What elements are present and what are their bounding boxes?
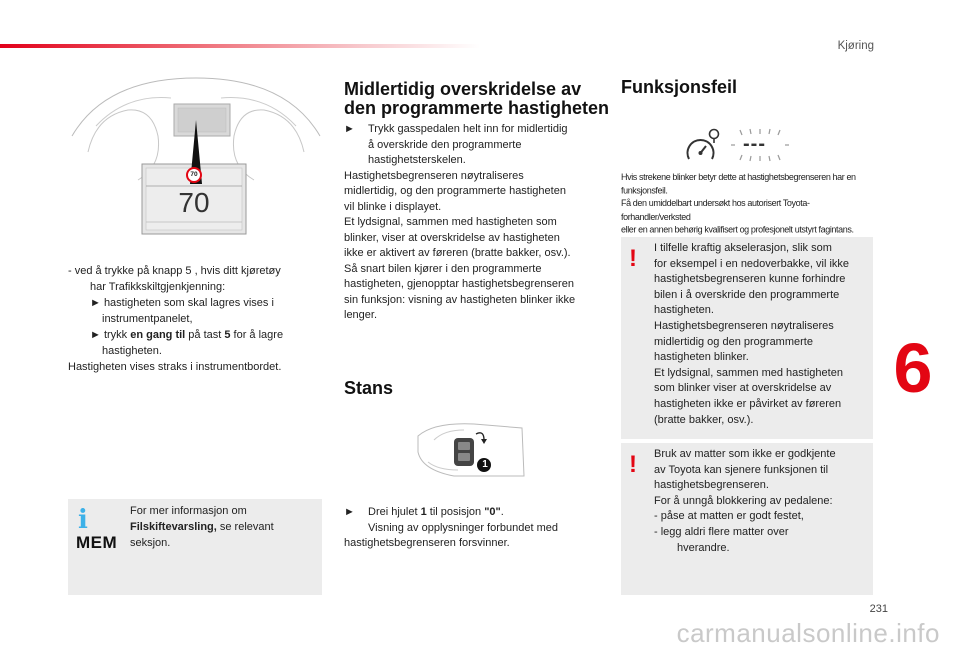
warning-box-mats (621, 443, 873, 595)
stored-speed-display: 70 (178, 187, 210, 218)
override-para-2: midlertidig, og den programmerte hastigheten (344, 185, 566, 197)
warn2-line-1: Bruk av matter som ikke er godkjente (654, 448, 836, 460)
col1-line-4: instrumentpanelet, (102, 313, 193, 325)
override-bullet-2: å overskride den programmerte (368, 138, 522, 151)
warn2-line-2: av Toyota kan sjenere funksjonen til (654, 463, 829, 476)
section-label: Kjøring (837, 40, 874, 52)
warn1-line-12: (bratte bakker, osv.). (654, 413, 754, 426)
blinking-dashes-text: --- (743, 133, 766, 155)
warn1-line-4: bilen i å overskride den programmerte (654, 288, 840, 301)
watermark: carmanualsonline.info (676, 618, 940, 648)
override-para-6: ikke er aktivert av føreren (bratte bakker, osv.). (344, 247, 571, 259)
warn2-line-3: hastighetsbegrenseren. (654, 479, 769, 492)
stans-1b: 1 (420, 506, 427, 518)
stans-1c: til posisjon (426, 506, 485, 518)
col1-line-5b: en gang til (130, 329, 186, 341)
warn1-line-10: som blinker viser at overskridelse av (654, 382, 832, 395)
info-text-3: seksjon. (130, 537, 171, 549)
col1-line-6: hastigheten. (102, 345, 162, 357)
override-para-4: Et lydsignal, sammen med hastigheten som (344, 216, 557, 228)
warn2-line-6: - legg aldri flere matter over (654, 525, 789, 538)
col1-line-2: har Trafikkskiltgjenkjenning: (90, 281, 226, 293)
override-heading-2: den programmerte hastigheten (344, 98, 610, 118)
stans-callout: 1 (482, 459, 488, 470)
fault-line-3: Få den umiddelbart undersøkt hos autorisert Toyota-forhandler/verksted (621, 197, 810, 222)
override-heading (344, 80, 609, 118)
override-bullet-1: Trykk gasspedalen helt inn for midlertidig (368, 123, 568, 135)
override-bullet-3: hastighetsterskelen. (368, 154, 466, 166)
warn1-line-7: midlertidig og den programmerte (654, 335, 813, 348)
fault-line-1: Hvis strekene blinker betyr dette at hastighetsbegrenseren har en (621, 171, 856, 182)
stans-bullet (344, 505, 606, 536)
info-text (130, 503, 315, 551)
stans-text (344, 505, 606, 552)
col1-line-5a: ► trykk (90, 329, 131, 341)
stans-bullet-icon: ► (344, 506, 355, 518)
page-number: 231 (869, 603, 888, 615)
chapter-number: 6 (893, 329, 933, 407)
steering-wheel-control-illustration (414, 418, 534, 482)
stans-1e: . (500, 506, 504, 518)
warn1-line-11: hastigheten ikke er påvirket av føreren (654, 397, 842, 410)
warning-text-mats (654, 447, 866, 556)
info-box (68, 499, 322, 595)
override-heading-1: Midlertidig overskridelse av (344, 79, 582, 99)
mem-label: MEM (76, 533, 118, 552)
warning-text-acceleration (654, 241, 866, 428)
stans-1d: "0" (484, 506, 501, 518)
speed-sign (186, 167, 202, 183)
bullet-icon: ► (344, 123, 355, 135)
override-para-5: blinker, viser at overskridelse av hastigheten (344, 231, 560, 244)
col1-line-3: ► hastigheten som skal lagres vises i (90, 297, 274, 309)
warn1-line-3: hastighetsbegrenseren kunne forhindre (654, 273, 846, 286)
warn1-line-6: Hastighetsbegrenseren nøytraliseres (654, 319, 834, 332)
warning-box-acceleration (621, 237, 873, 439)
fault-line-4: eller en annen behørig kvalifisert og profesjonelt utstyrt fagintans. (621, 223, 854, 235)
override-para-9: sin funksjon: visning av hastigheten blinker ikke (344, 293, 576, 306)
warning-icon: ! (629, 451, 637, 478)
col1-line-5c: på tast (185, 329, 225, 341)
stans-line-3: hastighetsbegrenseren forsvinner. (344, 537, 510, 549)
warn2-line-7: hverandre. (677, 541, 730, 554)
stans-line-1 (368, 505, 606, 521)
speed-sign-label: 70 (190, 171, 198, 178)
override-para-8: hastigheten, gjenopptar hastighetsbegrenseren (344, 278, 574, 290)
warning-icon: ! (629, 245, 637, 272)
warn2-line-4: For å unngå blokkering av pedalene: (654, 494, 833, 507)
override-para-1: Hastighetsbegrenseren nøytraliseres (344, 169, 524, 182)
info-icon: i (78, 505, 88, 535)
override-para-10: lenger. (344, 309, 378, 321)
stans-line-2: Visning av opplysninger forbundet med (368, 521, 558, 534)
col1-line-5e: for å lagre (230, 329, 284, 341)
warn1-line-8: hastigheten blinker. (654, 351, 749, 364)
header-accent-bar (0, 44, 480, 48)
info-text-1: For mer informasjon om (130, 505, 247, 517)
warn1-line-2: for eksempel i en nedoverbakke, vil ikke (654, 257, 850, 270)
info-text-2b: se relevant (216, 521, 274, 533)
override-para-7: Så snart bilen kjører i den programmerte (344, 262, 542, 275)
override-text (344, 122, 602, 324)
speedometer-limiter-icon (686, 126, 726, 166)
stans-1a: Drei hjulet (368, 506, 421, 518)
fault-text (621, 170, 876, 236)
col1-line-1: - ved å trykke på knapp 5 , hvis ditt kjøretøy (68, 265, 281, 277)
col1-line-5d: 5 (224, 329, 231, 341)
fault-heading: Funksjonsfeil (621, 77, 738, 97)
warn1-line-1: I tilfelle kraftig akselerasjon, slik som (654, 242, 832, 254)
info-text-2 (130, 519, 315, 535)
fault-line-2: funksjonsfeil. (621, 184, 668, 196)
warn2-line-5: - påse at matten er godt festet, (654, 510, 804, 523)
stans-heading: Stans (344, 378, 394, 398)
col1-line-7: Hastigheten vises straks i instrumentbordet. (68, 361, 282, 373)
warn1-line-9: Et lydsignal, sammen med hastigheten (654, 366, 843, 379)
info-text-bold: Filskiftevarsling, (130, 521, 217, 533)
override-para-3: vil blinke i displayet. (344, 200, 442, 213)
col1-line-5 (68, 327, 328, 343)
col1-text (68, 263, 328, 375)
warn1-line-5: hastigheten. (654, 304, 714, 317)
override-bullet (344, 122, 602, 169)
